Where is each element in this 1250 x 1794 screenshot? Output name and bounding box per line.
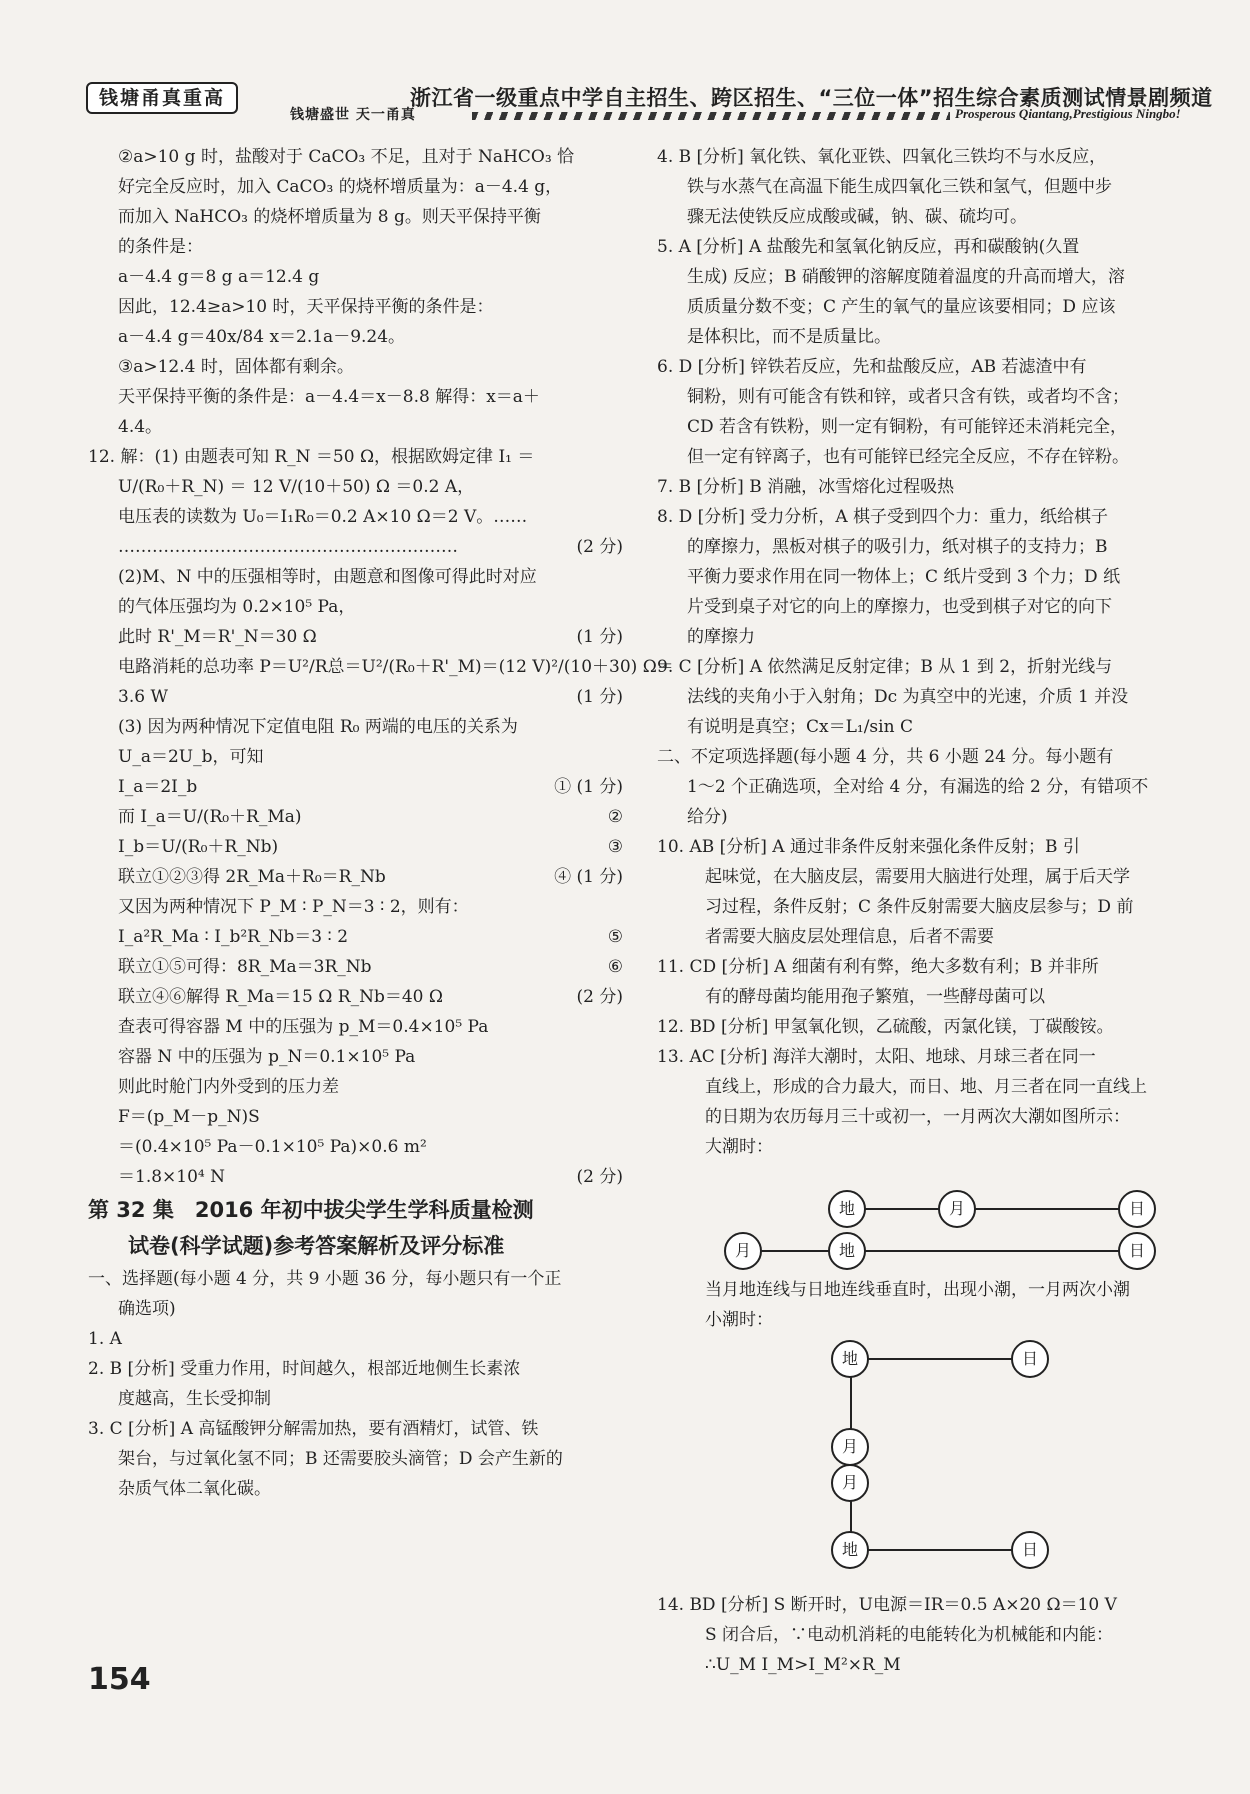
page-number: 154 <box>88 1662 151 1697</box>
text-line: 但一定有锌离子，也有可能锌已经完全反应，不存在锌粉。 <box>687 447 1129 467</box>
text-line: 的摩擦力 <box>687 627 755 647</box>
text-line: 起味觉，在大脑皮层，需要用大脑进行处理，属于后天学 <box>705 867 1130 887</box>
answer-line: 12. BD [分析] 甲氢氧化钡，乙硫酸，丙氯化镁，丁碳酸铵。 <box>657 1017 1114 1037</box>
text-line: U_a＝2U_b，可知 <box>118 747 264 767</box>
text-line: (2)M、N 中的压强相等时，由题意和图像可得此时对应 <box>118 567 537 587</box>
section-heading: 二、不定项选择题(每小题 4 分，共 6 小题 24 分。每小题有 <box>657 747 1114 767</box>
text-line: 电路消耗的总功率 P＝U²/R总＝U²/(R₀＋R'_M)＝(12 V)²/(10＋30) Ω＝ <box>118 657 674 677</box>
neap-text <box>657 1275 1177 1335</box>
header-stripes <box>472 112 950 120</box>
earth-node: 地 <box>828 1232 866 1270</box>
text-line: 骤无法使铁反应成酸或碱，钠、碳、硫均可。 <box>687 207 1027 227</box>
score-line <box>88 982 623 1012</box>
text-line: 习过程，条件反射；C 条件反射需要大脑皮层参与；D 前 <box>705 897 1134 917</box>
text-line: 杂质气体二氧化碳。 <box>118 1479 271 1499</box>
score-line <box>88 532 623 562</box>
sun-node: 日 <box>1011 1531 1049 1569</box>
text-line: 查表可得容器 M 中的压强为 p_M＝0.4×10⁵ Pa <box>118 1017 489 1037</box>
score-mark: (1 分) <box>576 627 623 647</box>
question-12: 12. 解：(1) 由题表可知 R_N ＝50 Ω，根据欧姆定律 I₁ ＝ <box>88 447 535 467</box>
text-line: CD 若含有铁粉，则一定有铜粉，有可能锌还未消耗完全， <box>687 417 1128 437</box>
left-column <box>88 142 674 1504</box>
question-14 <box>657 1590 1177 1680</box>
score-line <box>88 682 623 712</box>
text-line: 4.4。 <box>118 417 163 437</box>
text-line: 的摩擦力，黑板对棋子的吸引力，纸对棋子的支持力；B <box>687 537 1108 557</box>
formula-text: ＝1.8×10⁴ N <box>118 1167 226 1187</box>
header-english: Prosperous Qiantang,Prestigious Ningbo! <box>955 106 1181 121</box>
text-line: (3) 因为两种情况下定值电阻 R₀ 两端的电压的关系为 <box>118 717 518 737</box>
brand-label: 钱塘甬真重高 <box>86 82 238 114</box>
score-mark: (2 分) <box>576 537 623 557</box>
answer-line: 9. C [分析] A 依然满足反射定律；B 从 1 到 2，折射光线与 <box>657 657 1113 677</box>
text-line: 电压表的读数为 U₀＝I₁R₀＝0.2 A×10 Ω＝2 V。…… <box>118 507 528 527</box>
text-line: 当月地连线与日地连线垂直时，出现小潮，一月两次小潮 <box>705 1280 1130 1300</box>
neap-tide-diagram <box>700 1340 1160 1580</box>
page-header <box>0 0 1250 135</box>
text-line: 天平保持平衡的条件是：a－4.4＝x－8.8 解得：x＝a＋ <box>118 387 540 407</box>
formula-text: I_b＝U/(R₀＋R_Nb) <box>118 837 279 857</box>
formula-text: 联立④⑥解得 R_Ma＝15 Ω R_Nb＝40 Ω <box>118 987 443 1007</box>
text-line: 的气体压强均为 0.2×10⁵ Pa， <box>118 597 356 617</box>
formula-text: I_a²R_Ma ∶ I_b²R_Nb＝3 ∶ 2 <box>118 927 349 947</box>
dot-leader: …………………………………………………… <box>118 537 458 557</box>
text-line: 而加入 NaHCO₃ 的烧杯增质量为 8 g。则天平保持平衡 <box>118 207 541 227</box>
formula-text: 联立①⑤可得：8R_Ma＝3R_Nb <box>118 957 372 977</box>
score-line <box>88 622 623 652</box>
sun-node: 日 <box>1011 1340 1049 1378</box>
text-line: 大潮时： <box>705 1137 773 1157</box>
equation-mark: ⑤ <box>607 927 623 947</box>
answer-line: 2. B [分析] 受重力作用，时间越久，根部近地侧生长素浓 <box>88 1359 521 1379</box>
text-line: S 闭合后，∵电动机消耗的电能转化为机械能和内能： <box>705 1625 1114 1645</box>
score-line <box>88 1162 623 1192</box>
text-line: 平衡力要求作用在同一物体上；C 纸片受到 3 个力；D 纸 <box>687 567 1121 587</box>
text-line: 片受到桌子对它的向上的摩擦力，也受到棋子对它的向下 <box>687 597 1112 617</box>
text-line: ③a>12.4 时，固体都有剩余。 <box>118 357 354 377</box>
set-subtitle: 试卷(科学试题)参考答案解析及评分标准 <box>128 1234 505 1258</box>
score-line <box>88 952 623 982</box>
earth-node: 地 <box>831 1340 869 1378</box>
formula-text: I_a＝2I_b <box>118 777 198 797</box>
text-line: 直线上，形成的合力最大，而日、地、月三者在同一直线上 <box>705 1077 1147 1097</box>
moon-node: 月 <box>724 1232 762 1270</box>
earth-node: 地 <box>828 1190 866 1228</box>
formula-text: 而 I_a＝U/(R₀＋R_Ma) <box>118 807 302 827</box>
text-line: a－4.4 g＝40x/84 x＝2.1a－9.24。 <box>118 327 406 347</box>
score-line <box>88 772 623 802</box>
text-line: 有的酵母菌均能用孢子繁殖，一些酵母菌可以 <box>705 987 1045 1007</box>
answer-line: 5. A [分析] A 盐酸先和氢氧化钠反应，再和碳酸钠(久置 <box>657 237 1080 257</box>
text-line: 1～2 个正确选项，全对给 4 分，有漏选的给 2 分，有错项不 <box>687 777 1149 797</box>
text-line: 铁与水蒸气在高温下能生成四氧化三铁和氢气，但题中步 <box>687 177 1112 197</box>
equation-mark: ② <box>607 807 623 827</box>
text-line: 者需要大脑皮层处理信息，后者不需要 <box>705 927 994 947</box>
answer-line: 8. D [分析] 受力分析，A 棋子受到四个力：重力，纸给棋子 <box>657 507 1109 527</box>
equation-mark: ③ <box>607 837 623 857</box>
header-title: 浙江省一级重点中学自主招生、跨区招生、“三位一体”招生综合素质测试情景剧频道 <box>410 86 1213 110</box>
text-line: 给分) <box>687 807 728 827</box>
text-line: 又因为两种情况下 P_M ∶ P_N＝3 ∶ 2，则有： <box>118 897 469 917</box>
score-mark: (2 分) <box>576 1167 623 1187</box>
answer-line: 1. A <box>88 1329 122 1349</box>
text-line: 法线的夹角小于入射角；Dc 为真空中的光速，介质 1 并没 <box>687 687 1129 707</box>
connector-line <box>850 1549 1020 1551</box>
score-mark: (1 分) <box>576 687 623 707</box>
score-line <box>88 802 623 832</box>
text-line: a－4.4 g＝8 g a＝12.4 g <box>118 267 320 287</box>
score-line <box>88 862 623 892</box>
answer-line: 6. D [分析] 锌铁若反应，先和盐酸反应，AB 若滤渣中有 <box>657 357 1087 377</box>
formula-text: 此时 R'_M＝R'_N＝30 Ω <box>118 627 317 647</box>
text-line: 有说明是真空；Cx＝L₁/sin C <box>687 717 913 737</box>
moon-node: 月 <box>831 1464 869 1502</box>
text-line: 小潮时： <box>705 1310 773 1330</box>
moon-node: 月 <box>831 1428 869 1466</box>
text-line: 确选项) <box>118 1299 176 1319</box>
text-line: 架台，与过氧化氢不同；B 还需要胶头滴管；D 会产生新的 <box>118 1449 563 1469</box>
text-line: ②a>10 g 时，盐酸对于 CaCO₃ 不足，且对于 NaHCO₃ 恰 <box>118 147 575 167</box>
score-mark: (2 分) <box>576 987 623 1007</box>
text-line: 铜粉，则有可能含有铁和锌，或者只含有铁，或者均不含； <box>687 387 1129 407</box>
text-line: 度越高，生长受抑制 <box>118 1389 271 1409</box>
text-line: 因此，12.4≥a>10 时，天平保持平衡的条件是： <box>118 297 494 317</box>
answer-line: 10. AB [分析] A 通过非条件反射来强化条件反射；B 引 <box>657 837 1080 857</box>
text-line: U/(R₀＋R_N) ＝ 12 V/(10＋50) Ω ＝0.2 A， <box>118 477 475 497</box>
answer-line: 14. BD [分析] S 断开时，U电源＝IR＝0.5 A×20 Ω＝10 V <box>657 1595 1117 1615</box>
earth-node: 地 <box>831 1531 869 1569</box>
text-line: 好完全反应时，加入 CaCO₃ 的烧杯增质量为：a－4.4 g， <box>118 177 563 197</box>
connector-line <box>845 1208 1145 1210</box>
text-line: 是体积比，而不是质量比。 <box>687 327 891 347</box>
text-line: 容器 N 中的压强为 p_N＝0.1×10⁵ Pa <box>118 1047 416 1067</box>
answer-line: 7. B [分析] B 消融，冰雪熔化过程吸热 <box>657 477 955 497</box>
connector-line <box>740 1250 1140 1252</box>
formula-text: 3.6 W <box>118 687 168 707</box>
text-line: 的日期为农历每月三十或初一，一月两次大潮如图所示： <box>705 1107 1130 1127</box>
text-line: 的条件是： <box>118 237 203 257</box>
text-line: ＝(0.4×10⁵ Pa－0.1×10⁵ Pa)×0.6 m² <box>118 1137 427 1157</box>
set-title: 第 32 集 2016 年初中拔尖学生学科质量检测 <box>88 1198 534 1222</box>
answer-line: 4. B [分析] 氧化铁、氧化亚铁、四氧化三铁均不与水反应， <box>657 147 1107 167</box>
answer-line: 13. AC [分析] 海洋大潮时，太阳、地球、月球三者在同一 <box>657 1047 1096 1067</box>
right-column <box>657 142 1177 1162</box>
text-line: 生成) 反应；B 硝酸钾的溶解度随着温度的升高而增大，溶 <box>687 267 1125 287</box>
text-line: 则此时舱门内外受到的压力差 <box>118 1077 339 1097</box>
formula-text: 联立①②③得 2R_Ma＋R₀＝R_Nb <box>118 867 386 887</box>
equation-mark: ① (1 分) <box>554 777 623 797</box>
equation-mark: ④ (1 分) <box>554 867 623 887</box>
answer-line: 3. C [分析] A 高锰酸钾分解需加热，要有酒精灯，试管、铁 <box>88 1419 539 1439</box>
answer-line: 11. CD [分析] A 细菌有利有弊，绝大多数有利；B 并非所 <box>657 957 1099 977</box>
equation-mark: ⑥ <box>607 957 623 977</box>
sun-node: 日 <box>1118 1232 1156 1270</box>
header-slogan: 钱塘盛世 天一甬真 <box>290 107 416 123</box>
text-line: ∴U_M I_M>I_M²×R_M <box>705 1655 901 1675</box>
connector-line <box>850 1358 1020 1360</box>
section-heading: 一、选择题(每小题 4 分，共 9 小题 36 分，每小题只有一个正 <box>88 1269 562 1289</box>
text-line: F＝(p_M－p_N)S <box>118 1107 260 1127</box>
sun-node: 日 <box>1118 1190 1156 1228</box>
text-line: 质质量分数不变；C 产生的氧气的量应该要相同；D 应该 <box>687 297 1116 317</box>
score-line <box>88 832 623 862</box>
score-line <box>88 922 623 952</box>
moon-node: 月 <box>938 1190 976 1228</box>
